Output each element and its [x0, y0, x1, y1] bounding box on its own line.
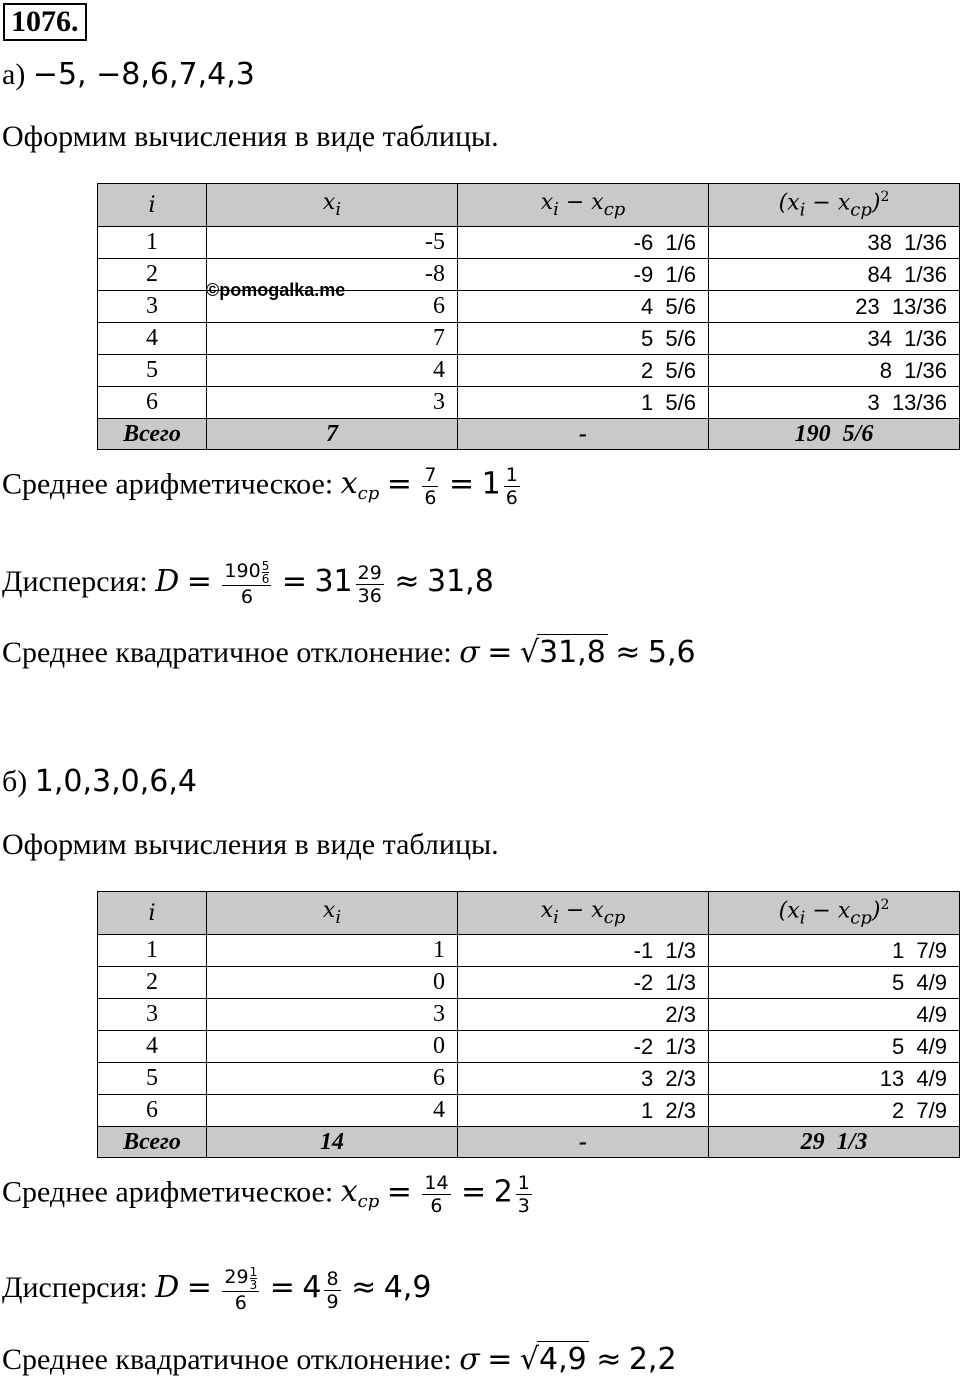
table-row	[98, 1031, 960, 1063]
table-row	[98, 999, 960, 1031]
part-b-label: б)	[2, 765, 28, 798]
part-a-data: −5, −8,6,7,4,3	[32, 57, 255, 92]
table-cell: 5	[98, 355, 207, 387]
header-xi: $x_i$	[207, 892, 458, 935]
sigma-label: Среднее квадратичное отклонение:	[2, 636, 452, 669]
table-cell: 3 2/3	[458, 1063, 709, 1095]
dispersion-fraction: 190 $\frac{5}{6}$ 6	[224, 559, 270, 608]
table-cell: 0	[207, 967, 458, 999]
table-cell: -2 1/3	[458, 967, 709, 999]
table-cell: 6	[98, 387, 207, 419]
mean-fraction: $\frac{7}{6}$	[424, 464, 437, 509]
total-row	[98, 1127, 960, 1158]
table-cell: -5	[207, 227, 458, 259]
table-header-row	[98, 892, 960, 935]
table-cell: 5 4/9	[709, 967, 960, 999]
table-cell: 5 4/9	[709, 1031, 960, 1063]
total-cell: 190 5/6	[709, 419, 960, 450]
part-b-table	[97, 891, 960, 1158]
total-cell: -	[458, 419, 709, 450]
table-cell: 2	[98, 259, 207, 291]
part-b-intro: Оформим вычисления в виде таблицы.	[2, 828, 499, 861]
table-cell: 5 5/6	[458, 323, 709, 355]
problem-number: 1076.	[3, 3, 87, 41]
table-row	[98, 227, 960, 259]
part-b-dispersion: Дисперсия: D = 29 $\frac{1}{3}$ 6 = 4 $\frac{8}{9}$ ≈ 4,9	[2, 1265, 432, 1314]
watermark: ©pomogalka.me	[206, 280, 346, 300]
table-cell: 4	[207, 1095, 458, 1127]
part-a-label: а)	[2, 58, 26, 91]
table-cell: 7	[207, 323, 458, 355]
table-cell: 34 1/36	[709, 323, 960, 355]
part-a-header	[2, 58, 255, 92]
table-row	[98, 967, 960, 999]
table-cell: 2	[98, 967, 207, 999]
dispersion-label: Дисперсия:	[2, 1270, 148, 1304]
table-cell: 1 7/9	[709, 935, 960, 967]
table-cell: -2 1/3	[458, 1031, 709, 1063]
part-a-table	[97, 183, 960, 450]
header-squared-deviation: $(x_i - x_{cp})^2$	[709, 892, 960, 935]
table-cell: 4	[98, 1031, 207, 1063]
dispersion-fraction: 29 $\frac{1}{3}$ 6	[224, 1265, 258, 1314]
table-row	[98, 935, 960, 967]
table-cell: -1 1/3	[458, 935, 709, 967]
header-squared-deviation: $(x_i - x_{cp})^2$	[709, 184, 960, 227]
table-cell: 4	[98, 323, 207, 355]
table-row	[98, 387, 960, 419]
part-a-dispersion: Дисперсия: D = 190 $\frac{5}{6}$ 6 = 31 $\frac{29}{36}$ ≈ 31,8	[2, 559, 494, 608]
table-cell: 6	[207, 1063, 458, 1095]
part-b-data: 1,0,3,0,6,4	[34, 764, 197, 799]
table-cell: 1	[98, 227, 207, 259]
total-cell: 29 1/3	[709, 1127, 960, 1158]
sigma-label: Среднее квадратичное отклонение:	[2, 1343, 452, 1376]
table-cell: 2/3	[458, 999, 709, 1031]
table-cell: 23 13/36	[709, 291, 960, 323]
table-row	[98, 1063, 960, 1095]
table-cell: 3	[207, 387, 458, 419]
table-cell: 2 5/6	[458, 355, 709, 387]
table-cell: 3 13/36	[709, 387, 960, 419]
table-cell: 6	[98, 1095, 207, 1127]
total-cell: 7	[207, 419, 458, 450]
table-row	[98, 1095, 960, 1127]
table-cell: 1	[207, 935, 458, 967]
mean-result-fraction: $\frac{1}{3}$	[517, 1172, 530, 1217]
mean-fraction: $\frac{14}{6}$	[424, 1172, 449, 1217]
header-xi: $x_i$	[207, 184, 458, 227]
table-cell: -6 1/6	[458, 227, 709, 259]
total-cell: 14	[207, 1127, 458, 1158]
total-cell: -	[458, 1127, 709, 1158]
table-cell: 3	[207, 999, 458, 1031]
table-cell: -8	[207, 259, 458, 291]
table-row	[98, 355, 960, 387]
header-xi-minus-xcp: $x_i - x_{cp}$	[458, 184, 709, 227]
header-i: i	[98, 892, 207, 935]
header-i: i	[98, 184, 207, 227]
table-cell: 1	[98, 935, 207, 967]
table-row	[98, 323, 960, 355]
table-cell: 38 1/36	[709, 227, 960, 259]
table-header-row	[98, 184, 960, 227]
dispersion-label: Дисперсия:	[2, 564, 148, 598]
part-b-header	[2, 765, 197, 799]
table-cell: 8 1/36	[709, 355, 960, 387]
mean-result-fraction: $\frac{1}{6}$	[505, 464, 518, 509]
table-cell: 1 2/3	[458, 1095, 709, 1127]
table-cell: 1 5/6	[458, 387, 709, 419]
table-cell: 4	[207, 355, 458, 387]
table-cell: 4 5/6	[458, 291, 709, 323]
part-a-sigma: Среднее квадратичное отклонение: σ = √31,8 ≈ 5,6	[2, 635, 696, 670]
part-a-intro: Оформим вычисления в виде таблицы.	[2, 120, 499, 153]
table-cell: 4/9	[709, 999, 960, 1031]
table-cell: 13 4/9	[709, 1063, 960, 1095]
table-cell: 0	[207, 1031, 458, 1063]
mean-label: Среднее арифметическое:	[2, 467, 334, 501]
table-cell: -9 1/6	[458, 259, 709, 291]
total-cell: Всего	[98, 419, 207, 450]
header-xi-minus-xcp: $x_i - x_{cp}$	[458, 892, 709, 935]
part-b-mean: Среднее арифметическое: $x_{cp}$ = $\frac{14}{6}$ = 2 $\frac{1}{3}$	[2, 1172, 530, 1217]
table-cell: 84 1/36	[709, 259, 960, 291]
table-cell: 5	[98, 1063, 207, 1095]
part-b-sigma: Среднее квадратичное отклонение: σ = √4,9 ≈ 2,2	[2, 1342, 677, 1377]
mean-label: Среднее арифметическое:	[2, 1175, 334, 1209]
table-cell: 3	[98, 291, 207, 323]
total-row	[98, 419, 960, 450]
part-a-mean: Среднее арифметическое: $x_{cp}$ = $\frac{7}{6}$ = 1 $\frac{1}{6}$	[2, 464, 518, 509]
total-cell: Всего	[98, 1127, 207, 1158]
table-cell: 2 7/9	[709, 1095, 960, 1127]
table-cell: 3	[98, 999, 207, 1031]
table-cell: 6	[207, 291, 458, 323]
